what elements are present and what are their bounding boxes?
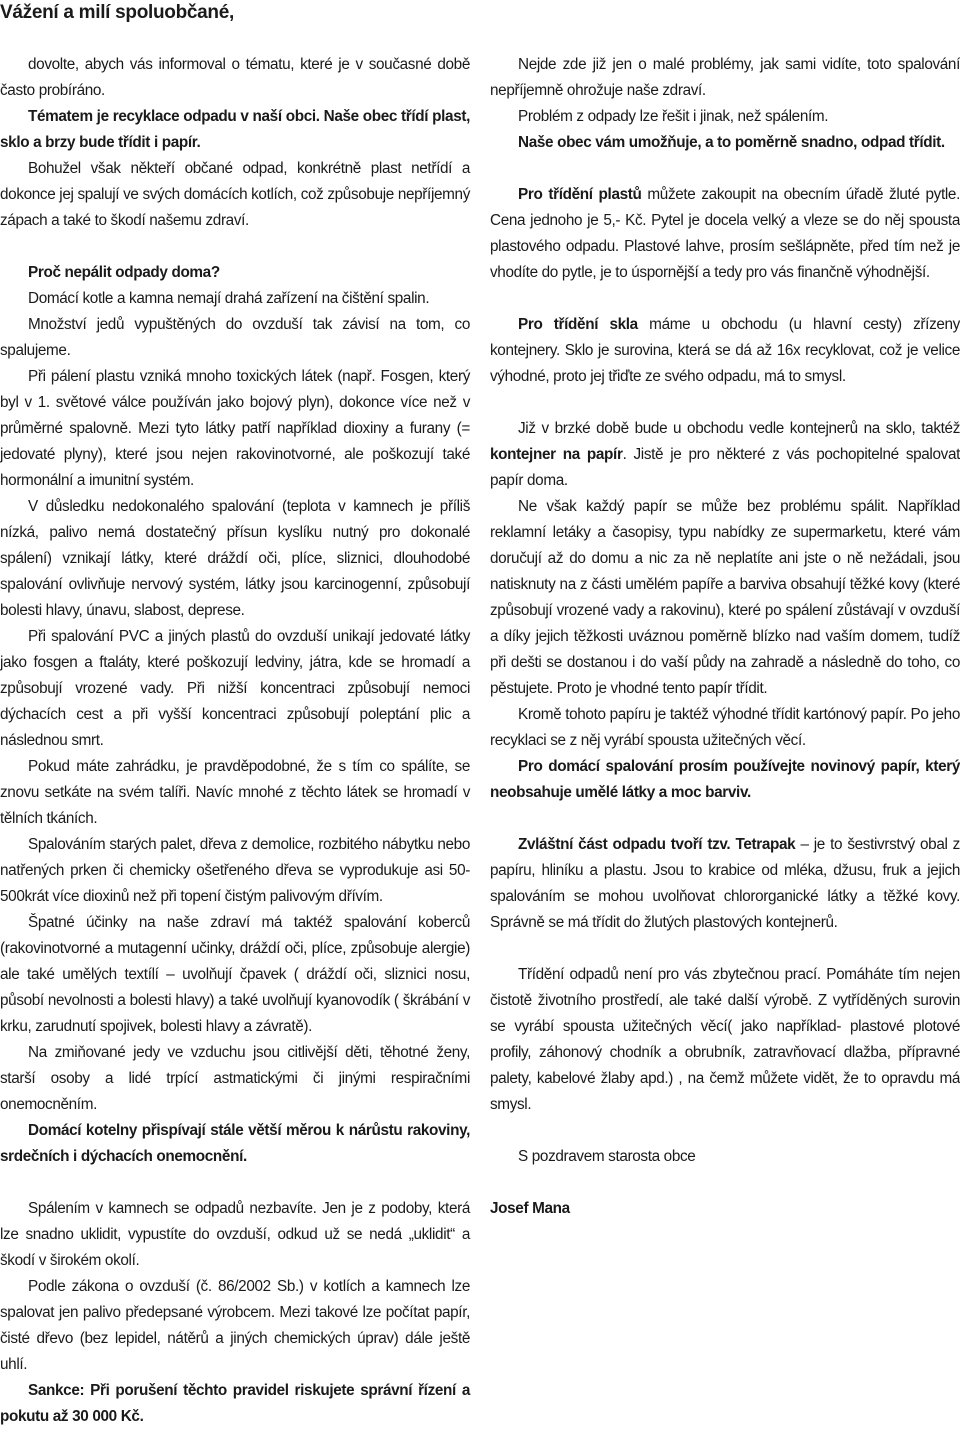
koberce-paragraph: Špatné účinky na naše zdraví má taktéž spalování koberců (rakovinotvorné a mutagenní učinky, dráždí oči, plíce, způsobuje alergie) ale také umělých textílí – uvolňují čpavek ( dráždí oči, sliznici nosu, působí nevolnosti a bolesti hlavy) a také uvolňují kyanovodík ( škrábání v krku, zarudnutí spojivek, bolesti hlavy a závratě). bbox=[0, 914, 470, 1035]
resit-paragraph: Problém z odpady lze řešit i jinak, než spálením. bbox=[518, 108, 829, 125]
tetrapak-paragraph bbox=[490, 832, 960, 936]
papir-text-b: . Jistě je pro některé z vás pochopitelné spalovat papír doma. bbox=[490, 446, 960, 489]
novinovy-paragraph: Pro domácí spalování prosím používejte novinový papír, který neobsahuje umělé látky a moc barviv. bbox=[490, 758, 960, 801]
right-column bbox=[490, 52, 960, 1222]
zahradka-paragraph: Pokud máte zahrádku, je pravděpodobné, že s tím co spálíte, se znovu setkáte na svém talíři. Navíc mnohé z těchto látek se hromadí v tělních tkáních. bbox=[0, 758, 470, 827]
problemy-paragraph: Nejde zde již jen o malé problémy, jak sami vidíte, toto spalování nepříjemně ohrožuje naše zdraví. bbox=[490, 56, 960, 99]
intro-paragraph: dovolte, abych vás informoval o tématu, které je v současné době často probíráno. bbox=[0, 56, 470, 99]
tetrapak-lead: Zvláštní část odpadu tvoří tzv. Tetrapak bbox=[518, 836, 796, 853]
sklo-paragraph bbox=[490, 312, 960, 390]
topic-paragraph: Tématem je recyklace odpadu v naší obci. Naše obec třídí plast, sklo a brzy bude třídit i papír. bbox=[0, 108, 470, 151]
why-heading: Proč nepálit odpady doma? bbox=[28, 264, 220, 281]
plasty-paragraph bbox=[490, 182, 960, 286]
burning-paragraph: Bohužel však někteří občané odpad, konkrétně plast netřídí a dokonce jej spalují ve svých domácích kotlích, což způsobuje nepříjemný zápach a také to škodí našemu zdraví. bbox=[0, 160, 471, 229]
umoznuje-paragraph: Naše obec vám umožňuje, a to poměrně snadno, odpad třídit. bbox=[518, 134, 945, 151]
plasty-lead: Pro třídění plastů bbox=[518, 186, 642, 203]
pvc-paragraph: Při spalování PVC a jiných plastů do ovzduší unikají jedovaté látky jako fosgen a ftaláty, které poškozují ledviny, játra, kde se hromadí a způsobují vrozené vady. Při nižší koncentraci způsobují nemoci dýchacích cest a při vyšší koncentraci způsobují poleptání plic a následnou smrt. bbox=[0, 628, 470, 749]
kotelny-paragraph: Domácí kotelny přispívají stále větší měrou k nárůstu rakoviny, srdečních i dýchacích onemocnění. bbox=[0, 1122, 470, 1165]
papir-text-a: Již v brzké době bude u obchodu vedle kontejnerů na sklo, taktéž bbox=[518, 420, 960, 437]
left-column bbox=[0, 52, 470, 1430]
papir-bold: kontejner na papír bbox=[490, 446, 623, 463]
plast-toxic-paragraph: Při pálení plastu vzniká mnoho toxických látek (např. Fosgen, který byl v 1. světové válce používán jako bojový plyn), dokonce více než v průměrné spalovně. Mezi tyto látky patří například dioxiny a furany (= jedovaté plyny), které jsou nejen rakovinotvorné, ale poškozují také hormonální a imunitní systém. bbox=[0, 368, 470, 489]
palety-paragraph: Spalováním starých palet, dřeva z demolice, rozbitého nábytku nebo natřených prken či chemicky ošetřeného dřeva se vyprodukuje asi 50-500krát více dioxinů než při topení čistým palivovým dřívím. bbox=[0, 836, 470, 905]
page-heading: Vážení a milí spoluobčané, bbox=[0, 2, 234, 23]
kartonovy-paragraph: Kromě tohoto papíru je taktéž výhodné třídit kartónový papír. Po jeho recyklaci se z něj vyrábí spousta užitečných věcí. bbox=[490, 706, 960, 749]
kotle-paragraph: Domácí kotle a kamna nemají drahá zařízení na čištění spalin. bbox=[28, 290, 430, 307]
plasty-text: můžete zakoupit na obecním úřadě žluté pytle. Cena jednoho je 5,- Kč. Pytel je docela velký a vleze se do něj spousta plastového odpadu. Plastové lahve, prosím sešlápněte, před tím než je vhodíte do pytle, je to úspornější a tedy pro vás finančně výhodnější. bbox=[490, 186, 960, 281]
signature: Josef Mana bbox=[490, 1200, 570, 1217]
mnozstvi-paragraph: Množství jedů vypuštěných do ovzduší tak závisí na tom, co spalujeme. bbox=[0, 316, 470, 359]
spalenim-paragraph: Spálením v kamnech se odpadů nezbavíte. Jen je z podoby, která lze snadno uklidit, vypustíte do ovzduší, odkud už se nedá „uklidit“ a škodí v širokém okolí. bbox=[0, 1200, 470, 1269]
reklamni-paragraph: Ne však každý papír se může bez problému spálit. Například reklamní letáky a časopisy, typu nabídky ze supermarketu, které vám doručují až do domu a nic za ně neplatíte ani jste o ně nežádali, jsou natisknuty na z části umělém papíře a barviva obsahují těžké kovy (které způsobují vrozené vady a rakovinu), které po spálení zůstávají v ovzduší a díky jejich těžkosti uváznou poměrně blízko nad vaším domem, tudíž při dešti se dostanou i do vaší půdy na zahradě a následně do toho, co pěstujete. Proto je vhodné tento papír třídit. bbox=[490, 498, 960, 697]
papir-paragraph bbox=[490, 416, 960, 494]
nedokonale-paragraph: V důsledku nedokonalého spalování (teplota v kamnech je příliš nízká, palivo nemá dostatečný přísun kyslíku nutný pro dokonalé spálení) vznikají látky, které dráždí oči, plíce, sliznici, dlouhodobé spalování ovlivňuje nervový systém, látky jsou karcinogenní, způsobují bolesti hlavy, únavu, slabost, deprese. bbox=[0, 498, 470, 619]
zakon-paragraph: Podle zákona o ovzduší (č. 86/2002 Sb.) v kotlích a kamnech lze spalovat jen palivo předepsané výrobcem. Mezi takové lze počítat papír, čisté dřevo (bez lepidel, nátěrů a jiných chemických úprav) dále ještě uhlí. bbox=[0, 1278, 470, 1373]
greeting: S pozdravem starosta obce bbox=[518, 1148, 696, 1165]
tetrapak-text: – je to šestivrstvý obal z papíru, hliníku a plastu. Jsou to krabice od mléka, džusu, fruk a jejich spalováním se mohou uvolňovat chlororganické látky a těžké kovy. Správně se má třídit do žlutých plastových kontejnerů. bbox=[490, 836, 960, 931]
sklo-lead: Pro třídění skla bbox=[518, 316, 638, 333]
sklo-text: máme u obchodu (u hlavní cesty) zřízeny kontejnery. Sklo je surovina, která se dá až 16x recyklovat, což je velice výhodné, proto jej třiďte ze svého odpadu, má to smysl. bbox=[490, 316, 960, 385]
zbytecne-paragraph: Třídění odpadů není pro vás zbytečnou prací. Pomáháte tím nejen čistotě životního prostředí, ale také další výrobě. Z vytříděných surovin se vyrábí spousta užitečných věcí( jako například- plastové plotové profily, záhonový chodník a obrubník, zatravňovací dlažba, přípravné palety, kabelové žlaby apd.) , na čemž můžete vidět, že to opravdu má smysl. bbox=[490, 966, 960, 1113]
citlivejsi-paragraph: Na zmiňované jedy ve vzduchu jsou citlivější děti, těhotné ženy, starší osoby a lidé trpící astmatickými či jinými respiračními onemocněním. bbox=[0, 1044, 470, 1113]
sankce-paragraph: Sankce: Při porušení těchto pravidel riskujete správní řízení a pokutu až 30 000 Kč. bbox=[0, 1382, 470, 1425]
